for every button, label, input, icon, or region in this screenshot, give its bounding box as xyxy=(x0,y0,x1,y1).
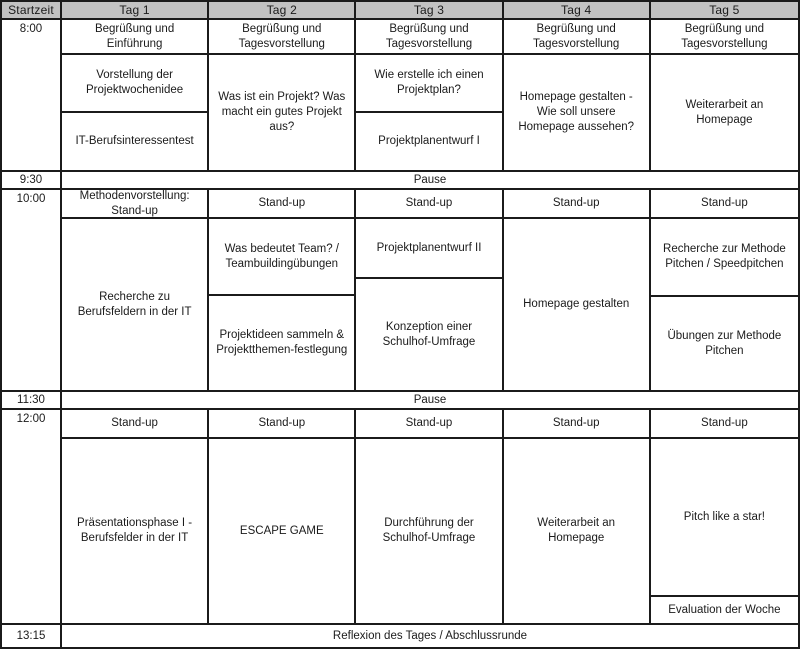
cell-tag3-begruessung-tagesvorstellung-800: Begrüßung und Tagesvorstellung xyxy=(356,20,501,55)
cell-tag4-standup-1000: Stand-up xyxy=(504,190,649,219)
column-tag2-800 xyxy=(209,20,356,172)
cell-tag1-recherche-berufsfelder: Recherche zu Berufsfeldern in der IT xyxy=(77,290,192,318)
cell-tag1-standup-1200: Stand-up xyxy=(62,410,207,439)
time-label-1315: 13:15 xyxy=(2,625,62,647)
column-tag3-800 xyxy=(356,20,503,172)
header-tag-2: Tag 2 xyxy=(209,2,356,20)
time-label-800: 8:00 xyxy=(2,20,62,172)
cell-tag4-homepage-gestalten: Homepage gestalten xyxy=(523,298,630,311)
time-label-1000: 10:00 xyxy=(2,190,62,392)
column-tag2-1200 xyxy=(209,410,356,625)
cell-tag3-konzeption-schulhof-umfrage: Konzeption einer Schulhof-Umfrage xyxy=(382,320,476,348)
cell-tag4-standup-1200: Stand-up xyxy=(504,410,649,439)
cell-tag3-projektplanentwurf-1: Projektplanentwurf I xyxy=(378,135,480,148)
time-label-1200: 12:00 xyxy=(2,410,62,625)
column-tag4-800 xyxy=(504,20,651,172)
column-tag5-800 xyxy=(651,20,798,172)
cell-tag2-begruessung-tagesvorstellung-800: Begrüßung und Tagesvorstellung xyxy=(209,20,354,55)
cell-tag5-standup-1000: Stand-up xyxy=(651,190,798,219)
cell-tag2-escape-game: ESCAPE GAME xyxy=(239,524,324,537)
cell-tag1-vorstellung-projektwochenidee: Vorstellung der Projektwochenidee xyxy=(62,55,207,113)
cell-tag1-praesentationsphase-1: Präsentationsphase I - Berufsfelder in der IT xyxy=(77,517,193,544)
cell-tag3-standup-1000: Stand-up xyxy=(356,190,501,219)
header-tag-4: Tag 4 xyxy=(504,2,651,20)
cell-tag1-begruessung-einfuehrung: Begrüßung und Einführung xyxy=(62,20,207,55)
column-tag3-1000 xyxy=(356,190,503,392)
column-tag1-1200 xyxy=(62,410,209,625)
cell-tag2-standup-1200: Stand-up xyxy=(209,410,354,439)
cell-tag2-projektideen-sammeln: Projektideen sammeln & Projektthemen-festlegung xyxy=(216,329,348,356)
cell-tag1-methodenvorstellung-standup: Methodenvorstellung: Stand-up xyxy=(62,190,207,219)
column-tag4-1200 xyxy=(504,410,651,625)
header-tag-5: Tag 5 xyxy=(651,2,798,20)
cell-tag3-durchfuehrung-schulhof-umfrage: Durchführung der Schulhof-Umfrage xyxy=(382,517,476,544)
cell-tag4-weiterarbeit-homepage-1200: Weiterarbeit an Homepage xyxy=(537,517,616,544)
cell-tag5-recherche-methode-pitchen: Recherche zur Methode Pitchen / Speedpitchen xyxy=(651,219,798,297)
cell-tag5-standup-1200: Stand-up xyxy=(651,410,798,439)
cell-tag5-uebungen-methode-pitchen: Übungen zur Methode Pitchen xyxy=(667,329,782,357)
column-tag4-1000 xyxy=(504,190,651,392)
cell-tag4-begruessung-tagesvorstellung-800: Begrüßung und Tagesvorstellung xyxy=(504,20,649,55)
time-label-930: 9:30 xyxy=(2,172,62,190)
cell-tag5-weiterarbeit-homepage-800: Weiterarbeit an Homepage xyxy=(685,98,764,126)
cell-tag2-was-ist-ein-projekt: Was ist ein Projekt? Was macht ein gutes Projekt aus? xyxy=(218,91,346,133)
cell-tag5-pitch-like-a-star: Pitch like a star! xyxy=(651,439,798,597)
cell-tag5-begruessung-tagesvorstellung-800: Begrüßung und Tagesvorstellung xyxy=(651,20,798,55)
cell-tag4-homepage-gestalten-frage: Homepage gestalten - Wie soll unsere Homepage aussehen? xyxy=(518,91,635,133)
cell-tag3-projektplanentwurf-2: Projektplanentwurf II xyxy=(356,219,501,279)
cell-tag1-it-berufsinteressentest: IT-Berufsinteressentest xyxy=(75,135,194,148)
cell-tag5-evaluation-der-woche: Evaluation der Woche xyxy=(668,603,781,616)
header-tag-1: Tag 1 xyxy=(62,2,209,20)
time-label-1130: 11:30 xyxy=(2,392,62,410)
column-tag5-1000 xyxy=(651,190,798,392)
header-tag-3: Tag 3 xyxy=(356,2,503,20)
cell-tag3-standup-1200: Stand-up xyxy=(356,410,501,439)
cell-tag2-was-bedeutet-team: Was bedeutet Team? / Teambuildingübungen xyxy=(209,219,354,296)
column-tag5-1200 xyxy=(651,410,798,625)
cell-tag2-standup-1000: Stand-up xyxy=(209,190,354,219)
column-tag1-800 xyxy=(62,20,209,172)
pause-row-1130: Pause xyxy=(62,392,798,410)
cell-tag3-wie-erstelle-projektplan: Wie erstelle ich einen Projektplan? xyxy=(356,55,501,113)
column-tag3-1200 xyxy=(356,410,503,625)
column-tag1-1000 xyxy=(62,190,209,392)
header-startzeit: Startzeit xyxy=(2,2,62,20)
column-tag2-1000 xyxy=(209,190,356,392)
pause-row-930: Pause xyxy=(62,172,798,190)
reflexion-row-1315: Reflexion des Tages / Abschlussrunde xyxy=(332,630,528,642)
